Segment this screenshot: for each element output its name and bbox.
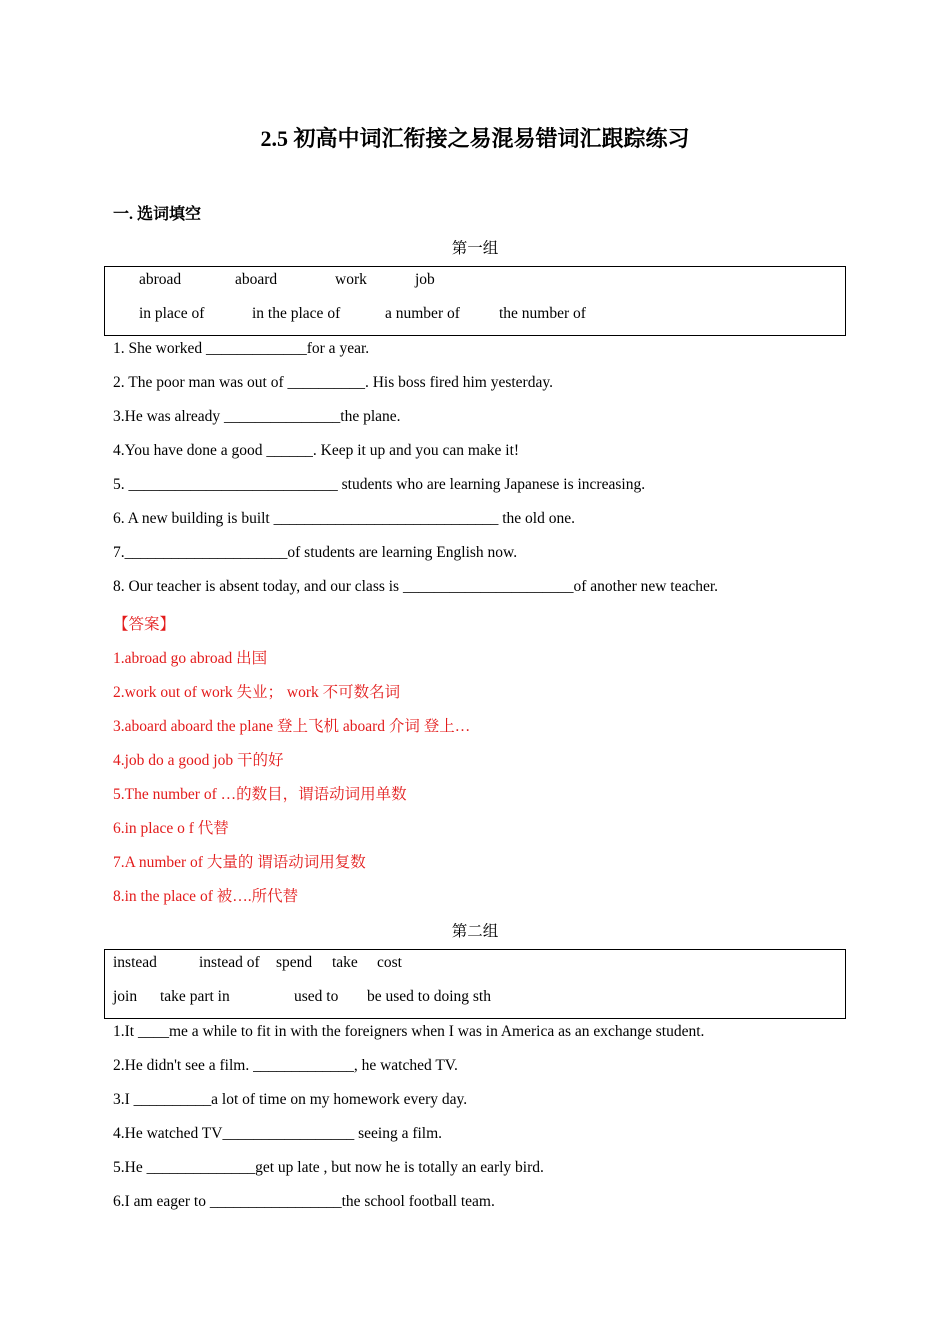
word-abroad: abroad — [139, 271, 182, 288]
question: 6.I am eager to _________________the school football team. — [113, 1193, 495, 1210]
question: 8. Our teacher is absent today, and our class is ______________________of another new teacher. — [113, 578, 719, 595]
answer-line: 2.work out of work 失业； work 不可数名词 — [113, 684, 401, 701]
word-be-used-to-doing-sth: be used to doing sth — [367, 988, 491, 1005]
question: 4.You have done a good ______. Keep it up and you can make it! — [113, 442, 520, 459]
answer-line: 6.in place o f 代替 — [113, 820, 229, 837]
word-instead-of: instead of — [199, 954, 260, 971]
question: 6. A new building is built _____________________________ the old one. — [113, 510, 575, 527]
page-title: 2.5 初高中词汇衔接之易混易错词汇跟踪练习 — [260, 126, 690, 151]
group2-label: 第二组 — [451, 923, 499, 940]
answer-line: 8.in the place of 被….所代替 — [113, 888, 299, 905]
question: 3.He was already _______________the plane. — [113, 408, 401, 425]
question: 4.He watched TV_________________ seeing a film. — [113, 1125, 443, 1142]
group1-label: 第一组 — [451, 240, 499, 257]
question: 7._____________________of students are learning English now. — [113, 544, 518, 561]
word-work: work — [335, 271, 367, 288]
word-cost: cost — [377, 954, 402, 971]
question: 1. She worked _____________for a year. — [113, 340, 370, 357]
word-instead: instead — [113, 954, 157, 971]
word-join: join — [113, 988, 138, 1005]
section-heading: 一. 选词填空 — [113, 206, 202, 223]
word-in-place-of: in place of — [139, 305, 205, 322]
word-in-the-place-of: in the place of — [252, 305, 341, 322]
question: 1.It ____me a while to fit in with the foreigners when I was in America as an exchange student. — [113, 1023, 705, 1040]
answer-header: 【答案】 — [113, 616, 176, 633]
word-aboard: aboard — [235, 271, 278, 288]
word-take: take — [332, 954, 358, 971]
question: 5.He ______________get up late , but now he is totally an early bird. — [113, 1159, 544, 1176]
word-the-number-of: the number of — [499, 305, 586, 322]
answer-line: 7.A number of 大量的 谓语动词用复数 — [113, 854, 366, 871]
word-used-to: used to — [294, 988, 339, 1005]
answer-line: 3.aboard aboard the plane 登上飞机 aboard 介词 登上… — [113, 718, 471, 735]
word-a-number-of: a number of — [385, 305, 460, 322]
word-spend: spend — [276, 954, 313, 971]
answer-line: 1.abroad go abroad 出国 — [113, 650, 268, 667]
answer-line: 4.job do a good job 干的好 — [113, 752, 284, 769]
answer-line: 5.The number of …的数目，谓语动词用单数 — [113, 786, 407, 803]
group1-word-box — [104, 266, 846, 336]
question: 2. The poor man was out of __________. His boss fired him yesterday. — [113, 374, 553, 391]
question: 3.I __________a lot of time on my homework every day. — [113, 1091, 468, 1108]
word-job: job — [415, 271, 435, 288]
question: 2.He didn't see a film. _____________, he watched TV. — [113, 1057, 458, 1074]
word-take-part-in: take part in — [160, 988, 230, 1005]
group2-word-box — [104, 949, 846, 1019]
question: 5. ___________________________ students who are learning Japanese is increasing. — [113, 476, 646, 493]
